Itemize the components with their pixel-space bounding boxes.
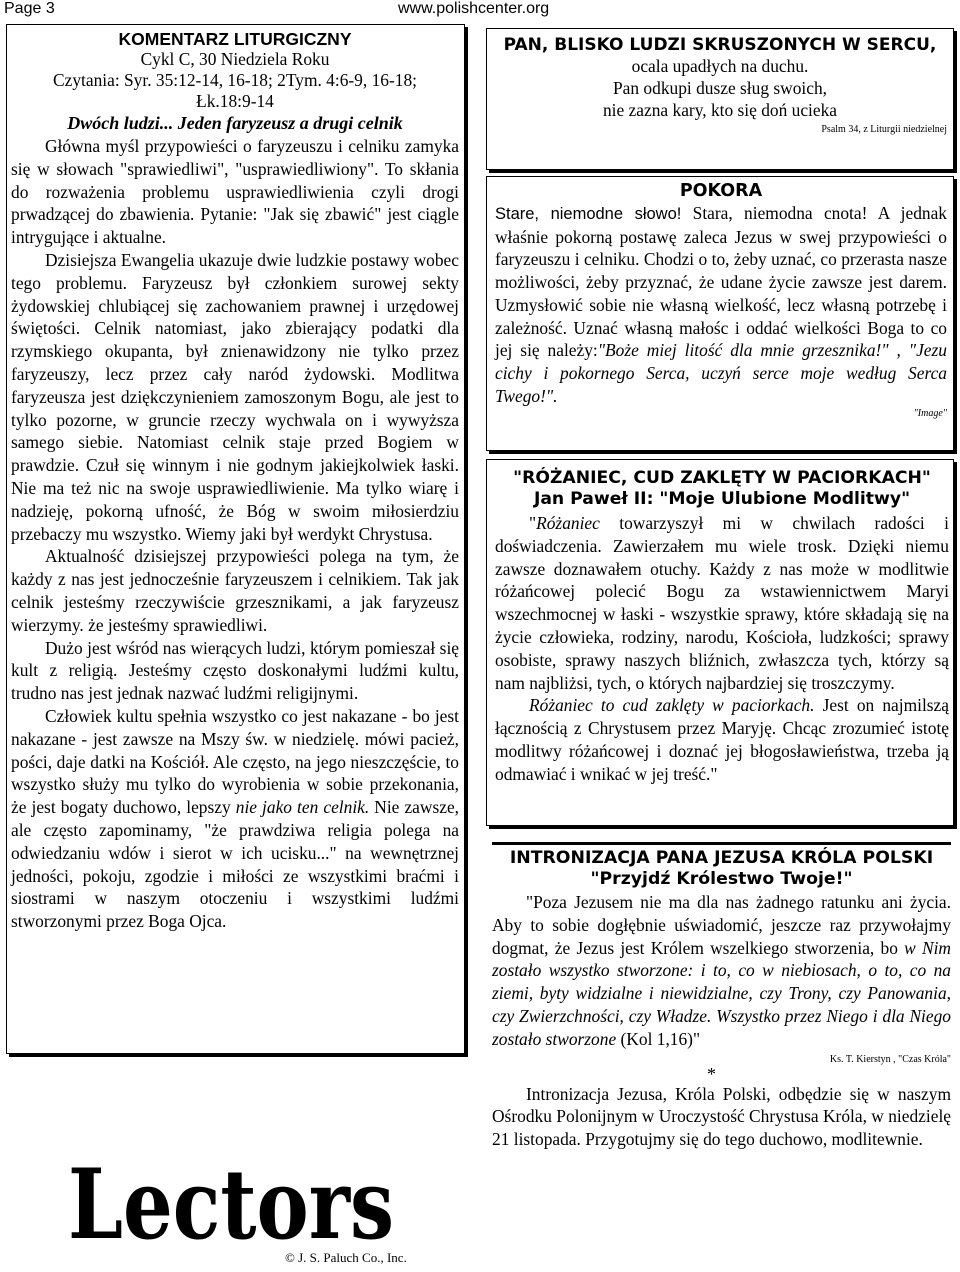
- pokora-title: POKORA: [679, 181, 763, 201]
- enthronement-paragraph-2: Intronizacja Jezusa, Króla Polski, odbędzie się w naszym Ośrodku Polonijnym w Uroczystość Chrystusa Króla, w niedzielę 21 listopada. Przygotujmy się do tego duchowo, modlitewnie.: [492, 1083, 951, 1150]
- cycle-line: Cykl C, 30 Niedziela Roku: [140, 49, 330, 69]
- copyright-note: © J. S. Paluch Co., Inc.: [285, 1250, 407, 1265]
- commentary-paragraph-1: Główna myśl przypowieści o faryzeuszu i celniku zamyka się w słowach "sprawiedliwi", "usprawiedliwiony". To skłania do rozważenia problemu usprawiedliwienia czyli drogi prwadzącej do zbawienia. Pytanie: "Jak się zbawić" jest ciągle intrygujące i aktualne.: [11, 136, 459, 248]
- lectors-logo: [62, 1148, 402, 1248]
- page-number: Page 3: [4, 0, 55, 17]
- enthronement-paragraph-1: "Poza Jezusem nie ma dla nas żadnego ratunku ani życia. Aby to sobie dogłębnie uświadomić, jeszcze raz przywołajmy dogmat, że Jezus jest Królem wszelkiego stworzenia, bo w Nim zostało wszystko stworzone: i to, co w niebiosach, o to, co na ziemi, byty widzialne i niewidzialne, czy Trony, czy Panowania, czy Zwierzchności, czy Władze. Wszystko przez Niego i dla Niego zostało stworzone (Kol 1,16)": [492, 892, 951, 1049]
- lectors-logo-text: Lectors: [68, 1148, 394, 1248]
- commentary-heading: Dwóch ludzi... Jeden faryzeusz a drugi celnik: [67, 113, 403, 133]
- readings-line-1: Czytania: Syr. 35:12-14, 16-18; 2Tym. 4:6-9, 16-18;: [53, 70, 417, 90]
- enthronement-subtitle: "Przyjdź Królestwo Twoje!": [590, 869, 853, 889]
- psalm-line-3: nie zazna kary, kto się doń ucieka: [602, 100, 838, 120]
- psalm-title: PAN, BLISKO LUDZI SKRUSZONYCH W SERCU,: [503, 35, 937, 55]
- enthronement-section: [492, 842, 951, 1151]
- enthronement-title: INTRONIZACJA PANA JEZUSA KRÓLA POLSKI: [509, 848, 934, 868]
- liturgical-commentary-box: [6, 24, 465, 1054]
- commentary-paragraph-4: Dużo jest wśród nas wierących ludzi, którym pomieszał się kult z religią. Jesteśmy często doskonałymi ludźmi kultu, trudno nas jest jednak nazwać ludźmi religijnymi.: [11, 637, 459, 704]
- commentary-title: KOMENTARZ LITURGICZNY: [118, 29, 352, 49]
- rosary-title: "RÓŻANIEC, CUD ZAKLĘTY W PACIORKACH": [513, 468, 931, 488]
- pokora-paragraph: Stare, niemodne słowo! Stara, niemodna cnota! A jednak właśnie pokorną postawę zaleca Jezus w swej przypowieści o faryzeuszu i celniku. Chodzi o to, żeby uznać, co przerasta nasze możliwości, żeby przyznać, że udane życie zawsze jest darem. Uzmysłowić sobie nie własną wielkość, lecz własną potrzebę i zależność. Uznać własną małośc i oddać wielkości Boga to co jej się należy:"Boże miej litość dla mnie grzesznika!" , "Jezu cichy i pokornego Serca, uczyń serce moje według Serca Twego!".: [495, 203, 947, 406]
- rosary-paragraph-1: "Różaniec towarzyszył mi w chwilach radości i doświadczenia. Zawierzałem mu wiele trosk. Dzięki niemu zawsze doznawałem otuchy. Każdy z nas może w modlitwie różańcowej polecić Bogu za wstawiennictwem Maryi wszechmocnej w łaski - wszystkie sprawy, które składają się na życie człowieka, rodziny, narodu, Kościoła, ludzkości; sprawy osobiste, sprawy naszych bliźnich, zwłaszcza tych, którzy są nam najbliżsi, tych, o których najbardziej się troszczymy.: [495, 513, 949, 693]
- section-star: *: [707, 1063, 716, 1084]
- commentary-paragraph-5: Człowiek kultu spełnia wszystko co jest nakazane - bo jest nakazane - jest zawsze na Mszy św. w niedzielę. mówi pacież, pości, daje datki na Kościół. Ale często, na jego nieszczęście, to wszystko służy mu tylko do wyrobienia w sobie przekonania, że jest bogaty duchowo, lepszy nie jako ten celnik. Nie zawsze, ale często zapominamy, "że prawdziwa religia polega na odwiedzaniu wdów i sierot w ich ucisku..." na wewnętrznej jedności, pokoju, zgodzie i miłości ze wszystkimi braćmi i siostrami w naszym otoczeniu i wszystkimi ludźmi stworzonymi przez Boga Ojca.: [11, 705, 460, 932]
- rosary-subtitle: Jan Paweł II: "Moje Ulubione Modlitwy": [533, 489, 911, 509]
- pokora-source: "Image": [913, 408, 947, 420]
- commentary-paragraph-3: Aktualność dzisiejszej przypowieści polega na tym, że każdy z nas jest jednocześnie faryzeuszem i celnikiem. Tak jak celnik jesteśmy rzeczywiście grzesznikami, a jak faryzeusz wierzymy. że jesteśmy sprawiedliwi.: [11, 546, 459, 635]
- psalm-line-1: ocala upadłych na duchu.: [631, 56, 809, 76]
- lectors-logo-graphic: [62, 1148, 402, 1248]
- psalm-line-2: Pan odkupi dusze sług swoich,: [613, 78, 827, 98]
- pokora-box: [486, 176, 954, 451]
- commentary-paragraph-2: Dzisiejsza Ewangelia ukazuje dwie ludzkie postawy wobec tego problemu. Faryzeusz był członkiem surowej sekty żydowskiej chlubiącej się zachowaniem prawnej i urzędowej świętości. Celnik natomiast, jako zbierający podatki dla rzymskiego okupanta, był znienawidzony nie tylko przez faryzeuszy, lecz przez cały naród żydowski. Modlitwa faryzeusza jest dziękczynieniem zamoszonym Bogu, ale jest to tylko pozorne, w gruncie rzeczy wychwala on i wywyższa samego siebie. Natomiast celnik staje przed Bogiem w prawdzie. Czuł się winnym i nie godnym jakiejkolwiek łaski. Nie ma też nic na swoje usprawiedliwienie. Ma tylko wiarę i nadzieję, pokorną ufność, że Bóg w swoim miłosierdziu przebaczy mu wszystko. Wiemy jaki był werdykt Chrystusa.: [11, 249, 459, 544]
- rosary-box: [486, 459, 954, 826]
- psalm-box: [486, 28, 954, 170]
- readings-line-2: Łk.18:9-14: [196, 91, 274, 111]
- enthronement-source: Ks. T. Kierstyn , "Czas Króla": [829, 1053, 951, 1065]
- psalm-source: Psalm 34, z Liturgii niedzielnej: [821, 124, 947, 135]
- site-url: www.polishcenter.org: [398, 0, 550, 17]
- rosary-paragraph-2: Różaniec to cud zaklęty w paciorkach. Jest on najmilszą łącznością z Chrystusem przez Maryję. Chcąc zrozumieć istotę modlitwy różańcowej i doznać jej błogosławieństwa, trzeba ją odmawiać i wnikać w jej treść.": [495, 695, 949, 784]
